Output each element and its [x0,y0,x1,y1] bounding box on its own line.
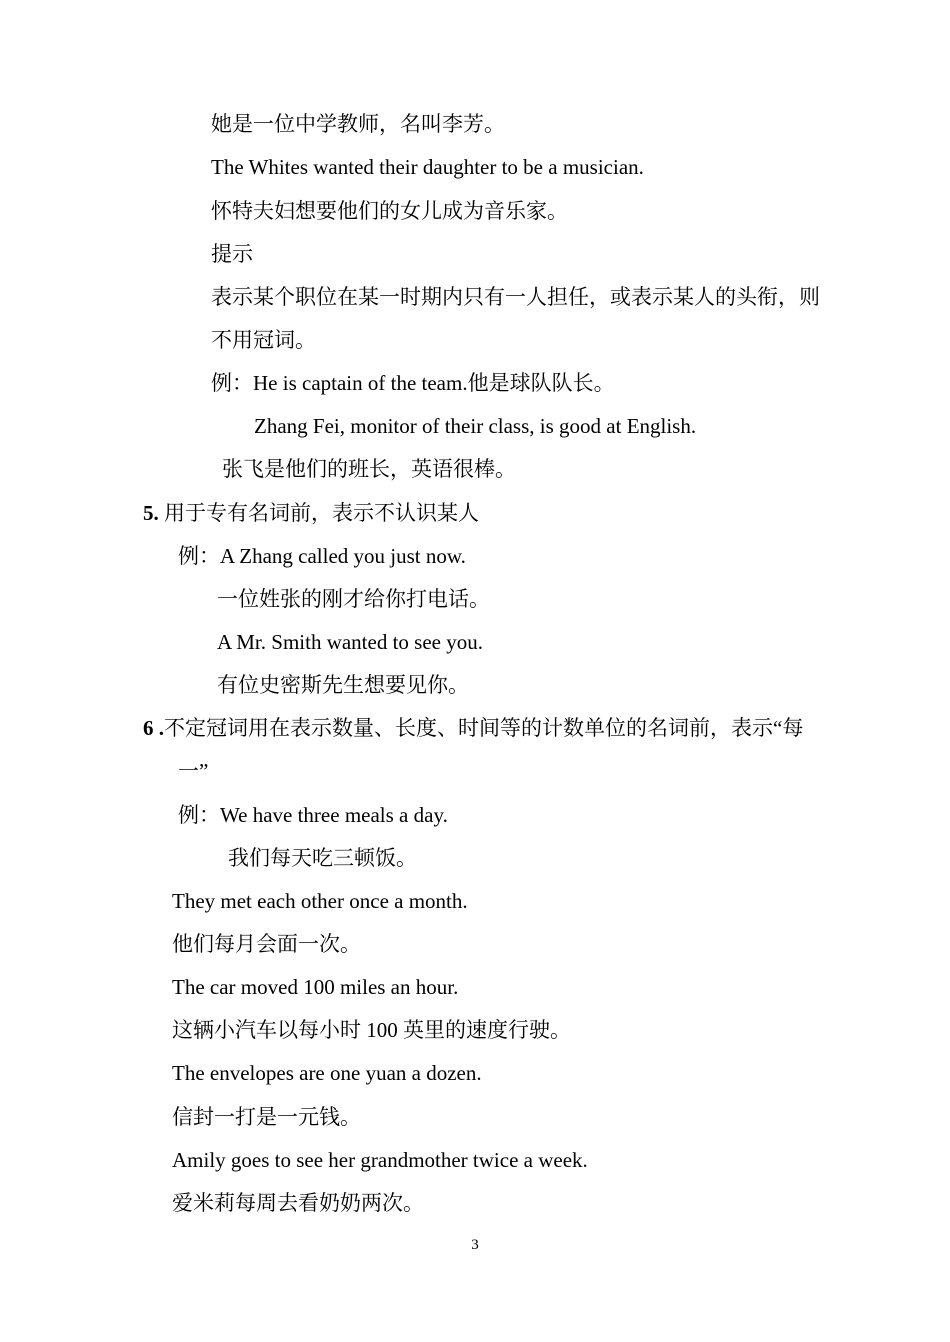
text-line-7: 例：He is captain of the team.他是球队队长。 [211,371,615,395]
text-line-14: 有位史密斯先生想要见你。 [217,673,469,697]
section-6-title: 不定冠词用在表示数量、长度、时间等的计数单位的名词前，表示“每 [164,716,804,740]
page-number: 3 [471,1237,479,1253]
section-5-title: 用于专有名词前，表示不认识某人 [164,501,479,525]
text-line-26: 爱米莉每周去看奶奶两次。 [172,1191,424,1215]
text-line-17: 例：We have three meals a day. [178,803,448,827]
text-line-25: Amily goes to see her grandmother twice a week. [172,1148,588,1172]
text-line-20: 他们每月会面一次。 [172,932,361,956]
text-line-6: 不用冠词。 [211,328,316,352]
text-line-3: 怀特夫妇想要他们的女儿成为音乐家。 [211,199,568,223]
text-line-11: 例：A Zhang called you just now. [178,544,466,568]
section-5-heading [143,499,479,527]
text-line-24: 信封一打是一元钱。 [172,1105,361,1129]
tip-heading: 提示 [211,242,253,266]
text-line-9: 张飞是他们的班长，英语很棒。 [222,457,516,481]
text-line-22: 这辆小汽车以每小时 100 英里的速度行驶。 [172,1018,571,1042]
section-6-number: 6 . [143,716,164,740]
text-line-16: 一” [178,759,209,783]
text-line-2: The Whites wanted their daughter to be a musician. [211,155,644,179]
text-line-1: 她是一位中学教师，名叫李芳。 [211,112,505,136]
text-line-8: Zhang Fei, monitor of their class, is good at English. [254,414,697,438]
text-line-5: 表示某个职位在某一时期内只有一人担任，或表示某人的头衔，则 [211,285,820,309]
text-line-18: 我们每天吃三顿饭。 [228,846,417,870]
text-line-23: The envelopes are one yuan a dozen. [172,1061,482,1085]
text-line-19: They met each other once a month. [172,889,468,913]
text-line-12: 一位姓张的刚才给你打电话。 [217,587,490,611]
text-line-13: A Mr. Smith wanted to see you. [217,630,483,654]
text-line-21: The car moved 100 miles an hour. [172,975,459,999]
section-5-number: 5. [143,501,159,525]
section-6-heading [143,714,803,742]
